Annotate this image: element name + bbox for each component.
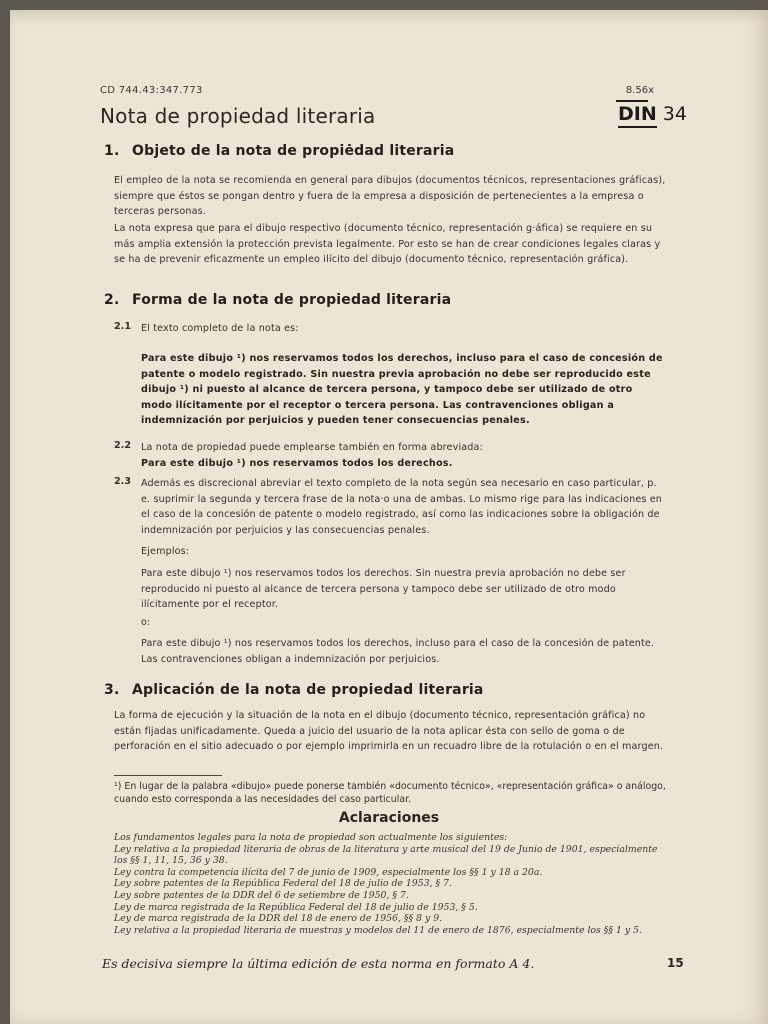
item-2-2-text: La nota de propiedad puede emplearse también en forma abreviada: xyxy=(141,442,483,453)
clarifications-heading: Aclaraciones xyxy=(338,810,440,826)
clarification-line: Ley relativa a la propiedad literaria de muestras y modelos del 11 de enero de 1876, especialmente los §§ 1 y 5. xyxy=(114,924,642,936)
item-2-3-number: 2.3 xyxy=(114,476,131,487)
section-3-heading xyxy=(104,682,484,698)
din-label: DIN xyxy=(618,103,657,128)
classification-code: CD 744.43:347.773 xyxy=(100,85,203,96)
section-3-paragraph: La forma de ejecución y la situación de la nota en el dibujo (documento técnico, representación gráfica) no están fijadas unificadamente. Queda a juicio del usuario de la nota aplicar ésta con sello de goma o de perforación en el sitio adecuado o por ejemplo imprimirla en un recuadro libre de la rotulación o en el margen. xyxy=(114,710,664,752)
item-2-1-text: El texto completo de la nota es: xyxy=(141,323,299,334)
clarification-line: Ley sobre patentes de la República Federal del 18 de julio de 1953, § 7. xyxy=(114,878,452,890)
clarification-line: Ley de marca registrada de la República Federal del 18 de julio de 1953, § 5. xyxy=(114,901,478,913)
clarification-line: Ley sobre patentes de la DDR del 6 de setiembre de 1950, § 7. xyxy=(114,889,409,901)
example-2-text: Para este dibujo ¹) nos reservamos todos los derechos, incluso para el caso de la concesión de patente. Las contravenciones obligan a indemnización por perjuicios. xyxy=(141,638,655,665)
section-1-paragraph-1: El empleo de la nota se recomienda en general para dibujos (documentos técnicos, representaciones gráficas), siempre que éstos se pongan dentro y fuera de la empresa a disposición de pertenecientes a la empresa o terceras personas. xyxy=(114,175,666,217)
section-3-title: Aplicación de la nota de propiedad literaria xyxy=(132,682,484,698)
document-page xyxy=(10,10,768,1024)
clarifications-list xyxy=(114,832,667,936)
section-2-heading xyxy=(104,292,451,308)
page-number: 15 xyxy=(667,956,684,970)
clarification-line: Los fundamentos legales para la nota de propiedad son actualmente los siguientes: xyxy=(114,832,508,843)
section-1-paragraph-2: La nota expresa que para el dibujo respectivo (documento técnico, representación g·áfica) se requiere en su más amplia extensión la protección prevista legalmente. Por esto se han de crear condiciones legales claras y se ha de prevenir eficazmente un empleo ilícito del dibujo (documento técnico, representación gráfica). xyxy=(114,223,661,265)
clarification-line: Ley contra la competencia ilícita del 7 de junio de 1909, especialmente los §§ 1 y 18 a 20a. xyxy=(114,866,543,878)
clarification-line: Ley de marca registrada de la DDR del 18 de enero de 1956, §§ 8 y 9. xyxy=(114,913,443,925)
din-standard-mark xyxy=(618,103,687,125)
full-notice-text: Para este dibujo ¹) nos reservamos todos los derechos, incluso para el caso de concesión de patente o modelo registrado. Sin nuestra previa aprobación no debe ser reproducido este dibujo ¹) ni puesto al alcance de tercera persona, y tampoco debe ser utilizado de otro modo ilícitamente por el receptor o tercera persona. Las contravenciones obligan a indemnización por perjuicios y pueden tener consecuencias penales. xyxy=(141,353,663,426)
item-2-3-text: Además es discrecional abreviar el texto completo de la nota según sea necesario en caso particular, p. e. suprimir la segunda y tercera frase de la nota·o una de ambas. Lo mismo rige para las indicaciones en el caso de la concesión de patente o modelo registrado, así como las indicaciones sobre la obligación de indemnización por perjuicios y las consecuencias penales. xyxy=(141,478,663,536)
page-title: Nota de propiedad literaria xyxy=(100,104,376,128)
footer-note: Es decisiva siempre la última edición de esta norma en formato A 4. xyxy=(102,956,535,971)
section-2-title: Forma de la nota de propiedad literaria xyxy=(132,292,452,308)
footnote-divider xyxy=(114,775,222,776)
clarification-line: Ley relativa a la propiedad literaria de obras de la literatura y arte musical del 19 de Junio de 1901, especialmente los §§ 1, 11, 15, 36 y 38. xyxy=(114,843,658,867)
footnote-1: ¹) En lugar de la palabra «dibujo» puede ponerse también «documento técnico», «representación gráfica» o análogo, cuando esto corresponda a las necesidades del caso particular. xyxy=(114,781,666,805)
edition-code: 8.56x xyxy=(625,85,654,96)
item-2-2-number: 2.2 xyxy=(114,440,131,451)
abbreviated-notice-text: Para este dibujo ¹) nos reservamos todos los derechos. xyxy=(141,458,453,469)
section-1-heading xyxy=(104,143,454,159)
section-1-number: 1. xyxy=(104,143,120,159)
section-2-number: 2. xyxy=(104,292,120,308)
din-number: 34 xyxy=(662,103,687,125)
section-3-number: 3. xyxy=(104,682,120,698)
din-overline xyxy=(616,100,648,102)
example-1-text: Para este dibujo ¹) nos reservamos todos los derechos. Sin nuestra previa aprobación no debe ser reproducido ni puesto al alcance de tercera persona y tampoco debe ser utilizado de otro modo ilícitamente por el receptor. xyxy=(141,568,626,610)
or-label: o: xyxy=(141,617,151,628)
item-2-1-number: 2.1 xyxy=(114,321,131,332)
examples-label: Ejemplos: xyxy=(141,546,190,557)
section-1-title: Objeto de la nota de propiėdad literaria xyxy=(132,143,455,159)
